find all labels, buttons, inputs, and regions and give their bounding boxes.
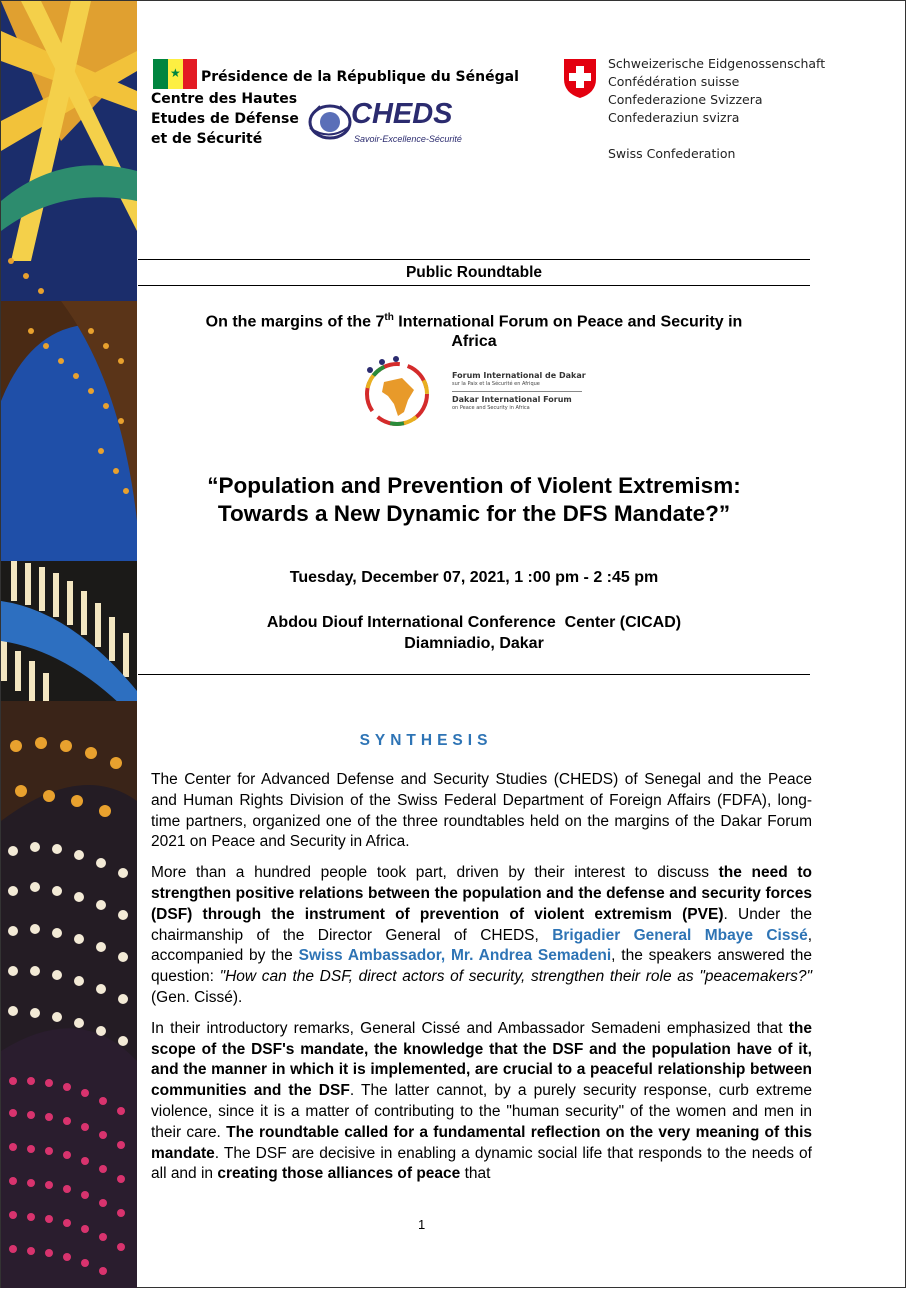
margin-text: On the margins of the 7 [205,313,385,331]
cheds-name-line: et de Sécurité [151,131,263,147]
text-run: , the speakers answered the question: [151,947,812,986]
forum-subtitle-fr: sur la Paix et la Sécurité en Afrique [452,381,540,387]
globe-icon [306,98,354,146]
forum-margin-line [138,308,810,352]
event-title-line: “Population and Prevention of Violent Extremism: [207,473,741,498]
highlighted-name: Swiss Ambassador, Mr. Andrea Semadeni [298,947,612,965]
letterhead [138,0,908,260]
cheds-full-name [151,89,299,149]
venue-line: Diamniadio, Dakar [404,635,544,652]
cheds-name-line: Etudes de Défense [151,111,299,127]
text-run: More than a hundred people took part, driven by their interest to discuss [151,864,719,882]
paragraph [151,1019,812,1185]
synthesis-body [151,770,812,1195]
quotation: "How can the DSF, direct actors of security, strengthen their role as "peacemakers?" [219,968,812,986]
swiss-names [608,55,825,127]
text-run: . The DSF are decisive in enabling a dynamic social life that responds to the needs of all and in [151,1144,812,1183]
africa-map-icon [356,356,438,428]
forum-names [452,372,586,411]
cheds-logo-text: CHEDS [351,98,453,130]
event-type: Public Roundtable [405,264,543,281]
dakar-forum-logo [356,356,606,428]
event-title-line: Towards a New Dynamic for the DFS Mandate?” [217,501,731,526]
cheds-name-line: Centre des Hautes [151,91,298,107]
paragraph [151,863,812,1009]
emphasis: creating those alliances of peace [217,1165,461,1183]
divider [138,259,810,260]
swiss-name-line: Schweizerische Eidgenossenschaft [608,56,826,71]
margin-text: Africa [451,333,497,351]
ordinal-suffix: th [384,312,394,323]
senegal-flag-icon: ★ [153,59,197,89]
swiss-name-line: Confederazione Svizzera [608,92,763,107]
event-title [138,472,810,528]
swiss-name-line: Confédération suisse [608,74,740,89]
text-run: (Gen. Cissé). [151,988,243,1006]
swiss-confederation-label: Swiss Confederation [608,146,736,161]
decorative-side-pattern [1,1,137,1288]
text-run: , accompanied by the [151,926,812,965]
swiss-shield-icon [562,57,598,99]
divider [138,674,810,675]
event-venue [138,612,810,654]
highlighted-name: Brigadier General Mbaye Cissé [552,926,808,944]
text-run: . Under the chairmanship of the Director General of CHEDS, [151,905,813,944]
margin-text: International Forum on Peace and Security in [393,313,743,331]
page-number: 1 [418,1217,426,1232]
emphasis: the scope of the DSF's mandate, the knowledge that the DSF and the population have of it, and the manner in which it is implemented, are crucial to a peaceful relationship between communities and the DSF [151,1019,812,1100]
presidency-label: Présidence de la République du Sénégal [201,69,519,85]
forum-name-fr: Forum International de Dakar [452,371,586,380]
forum-name-en: Dakar International Forum [452,395,572,404]
cheds-motto: Savoir-Excellence-Sécurité [354,134,462,144]
synthesis-heading: SYNTHESIS [359,732,493,749]
divider [138,285,810,286]
text-run: In their introductory remarks, General Cissé and Ambassador Semadeni emphasized that [151,1019,789,1037]
cheds-logo [306,98,506,148]
forum-separator [452,391,582,392]
paragraph: The Center for Advanced Defense and Security Studies (CHEDS) of Senegal and the Peace and Human Rights Division of the Swiss Federal Department of Foreign Affairs (FDFA), long-time partners, organized one of the three roundtables held on the margins of the Dakar Forum 2021 on Peace and Security in Africa. [151,771,812,851]
emphasis: The roundtable called for a fundamental reflection on the very meaning of this mandate [151,1123,812,1162]
text-run: that [460,1165,491,1183]
emphasis: the need to strengthen positive relations between the population and the defense and security forces (DSF) through the instrument of prevention of violent extremism (PVE) [151,864,813,923]
forum-subtitle-en: on Peace and Security in Africa [452,405,530,411]
venue-line: Abdou Diouf International Conference Center (CICAD) [266,614,682,631]
event-date: Tuesday, December 07, 2021, 1 :00 pm - 2 :45 pm [289,569,659,586]
text-run: . The latter cannot, by a purely security response, curb extreme violence, since it is a matter of contributing to the "human security" of the women and men in their care. [151,1082,812,1141]
swiss-name-line: Confederaziun svizra [608,110,740,125]
